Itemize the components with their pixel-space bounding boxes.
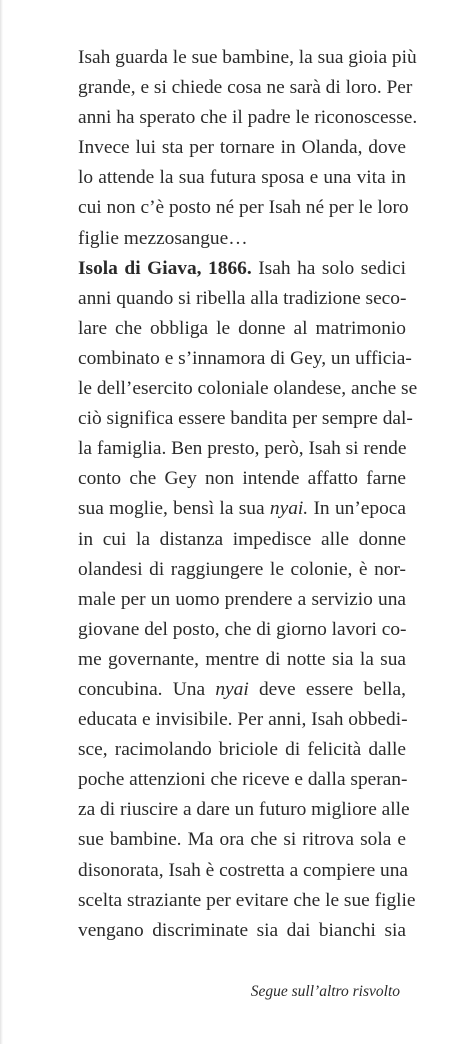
text-line: vengano discriminate sia dai bianchi sia (78, 919, 406, 941)
text-line: sue bambine. Ma ora che si ritrova sola e (78, 829, 406, 851)
text-fragment: Isah ha solo sedici (251, 257, 406, 279)
continued-note: Segue sull’altro risvolto (250, 983, 400, 1000)
blurb-text (78, 43, 418, 946)
page-edge-shadow (0, 0, 3, 1044)
text-line: Invece lui sta per tornare in Olanda, dove (78, 137, 406, 159)
text-line: me governante, mentre di notte sia la sua (78, 648, 406, 670)
text-line: sce, racimolando briciole di felicità dalle (78, 739, 406, 761)
text-line: anni ha sperato che il padre le riconoscesse. (78, 107, 418, 129)
text-line: grande, e si chiede cosa ne sarà di loro. Per (78, 77, 413, 99)
text-line: olandesi di raggiungere le colonie, è nor- (78, 558, 406, 580)
text-line (78, 254, 406, 284)
paragraph-heading: Isola di Giava, 1866. (78, 257, 252, 279)
text-line: disonorata, Isah è costretta a compiere una (78, 859, 409, 881)
text-line: poche attenzioni che riceve e dalla speran- (78, 769, 408, 791)
text-line: in cui la distanza impedisce alle donne (78, 528, 406, 550)
text-line: ciò significa essere bandita per sempre dal- (78, 408, 413, 430)
paragraph-intro (78, 43, 418, 254)
text-line: lare che obbliga le donne al matrimonio (78, 317, 406, 339)
text-line: cui non c’è posto né per Isah né per le loro (78, 197, 409, 219)
paragraph-story (78, 254, 418, 946)
text-line: educata e invisibile. Per anni, Isah obbedi- (78, 709, 408, 731)
text-line: la famiglia. Ben presto, però, Isah si rende (78, 438, 407, 460)
text-line: combinato e s’innamora di Gey, un ufficia- (78, 347, 412, 369)
italic-term: nyai (215, 678, 249, 700)
text-fragment: concubina. Una (78, 678, 216, 700)
text-line: male per un uomo prendere a servizio una (78, 588, 406, 610)
text-line: giovane del posto, che di giorno lavori co- (78, 618, 407, 640)
text-fragment: deve essere bella, (248, 678, 406, 700)
text-line: za di riuscire a dare un futuro migliore alle (78, 799, 410, 821)
text-fragment: In un’epoca (308, 498, 407, 520)
italic-term: nyai. (269, 498, 309, 520)
text-line: le dell’esercito coloniale olandese, anche se (78, 378, 418, 400)
text-line: figlie mezzosangue… (78, 227, 248, 249)
text-line: scelta straziante per evitare che le sue figlie (78, 889, 416, 911)
text-line (78, 675, 406, 705)
text-line: anni quando si ribella alla tradizione seco- (78, 287, 407, 309)
text-line: lo attende la sua futura sposa e una vita in (78, 167, 406, 189)
text-line: Isah guarda le sue bambine, la sua gioia più (78, 47, 417, 68)
text-line (78, 494, 406, 524)
text-line: conto che Gey non intende affatto farne (78, 468, 406, 490)
text-fragment: sua moglie, bensì la sua (78, 498, 270, 520)
